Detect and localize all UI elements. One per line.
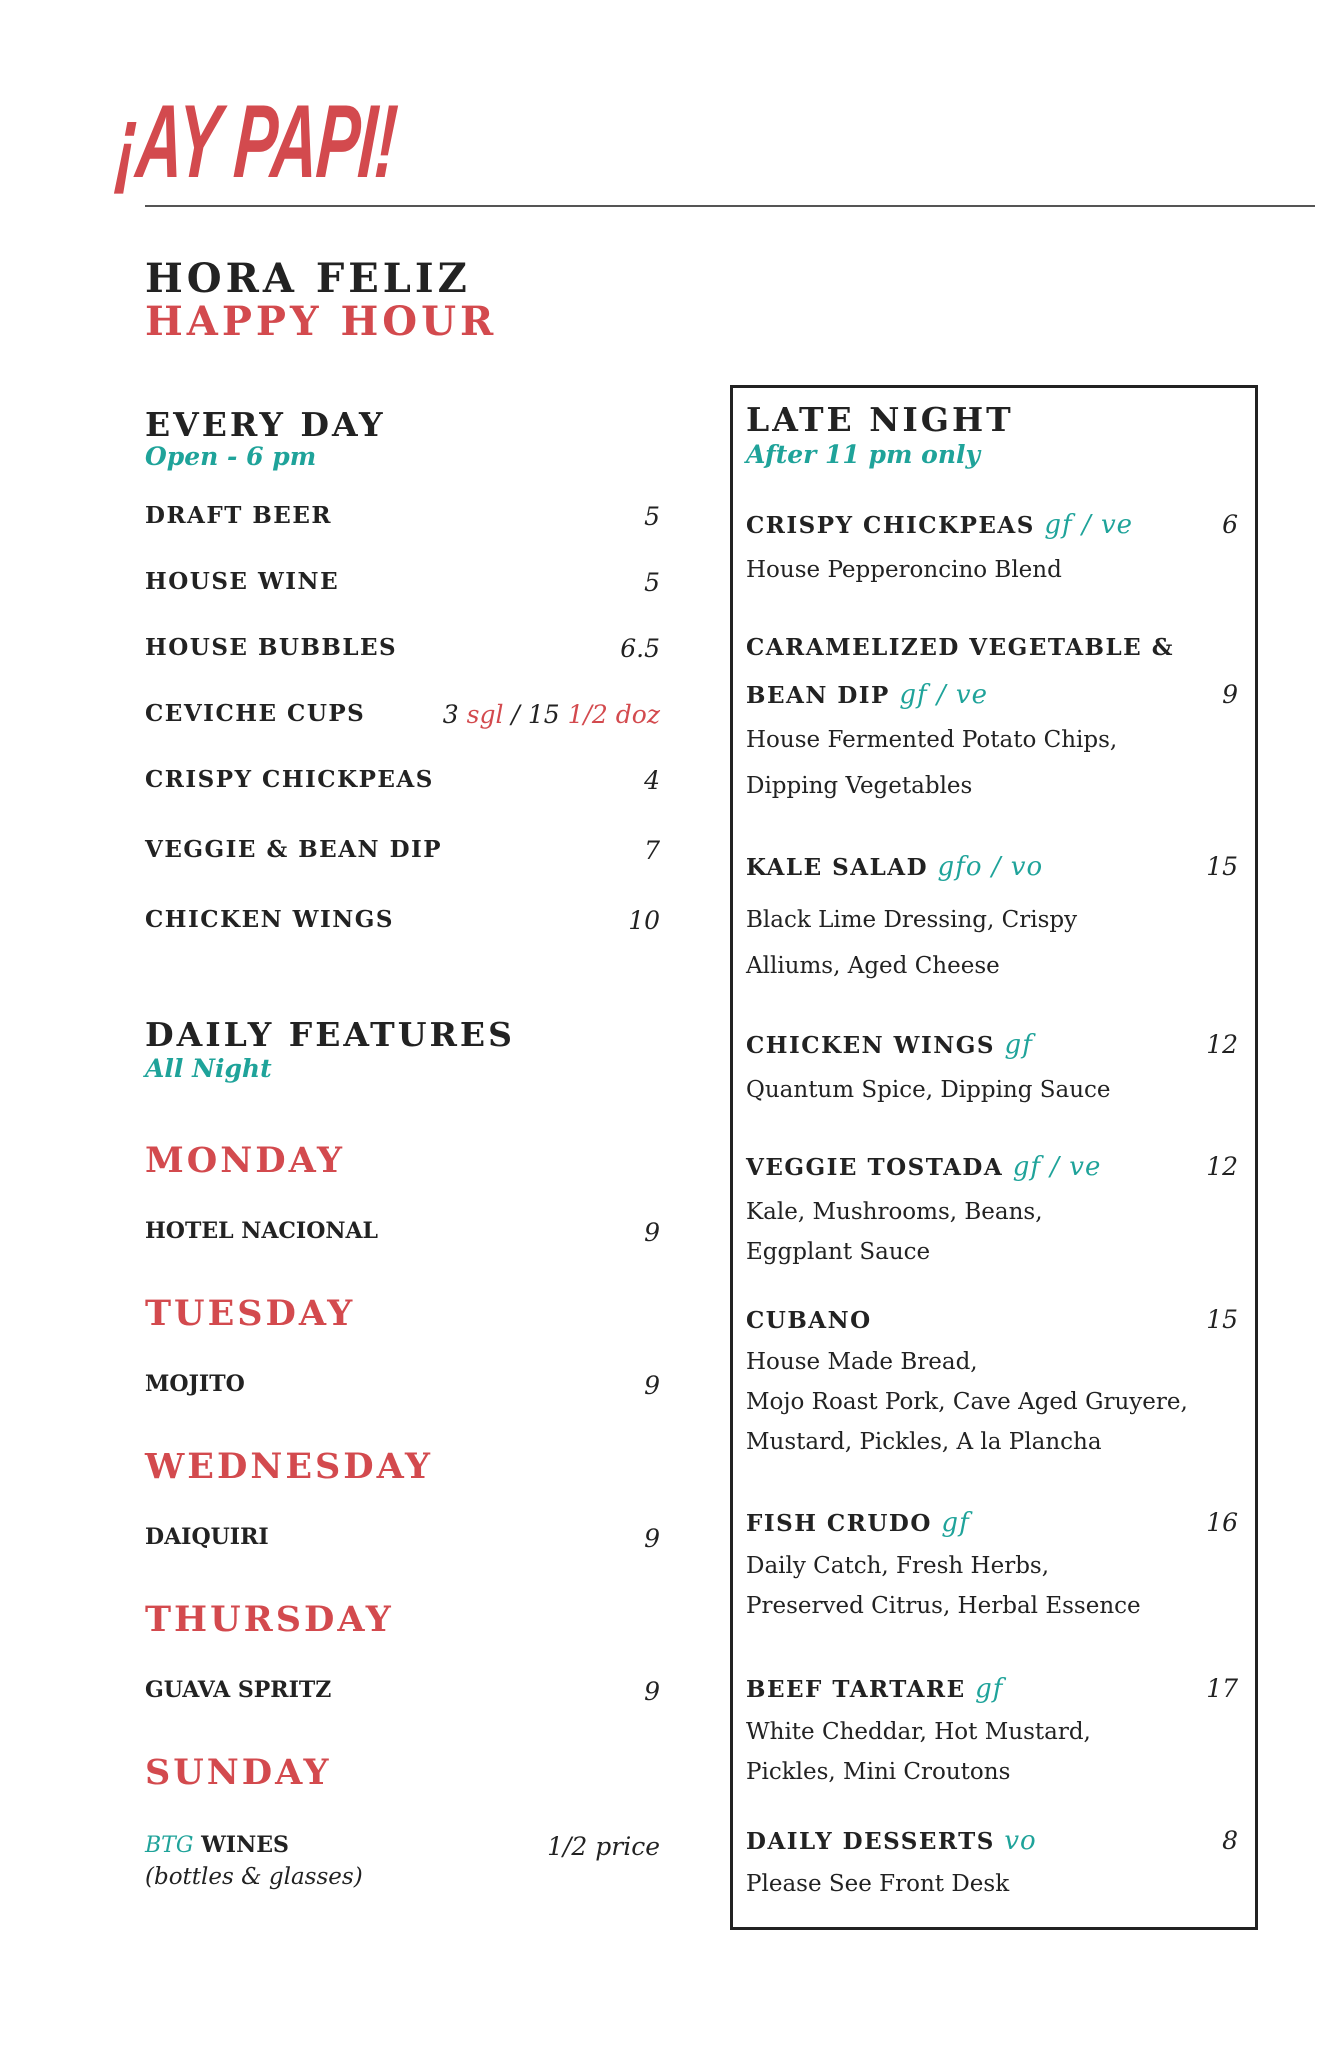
late-item-desc: House Fermented Potato Chips, [746, 727, 1118, 753]
menu-item [145, 502, 660, 529]
every-day-subtitle: Open - 6 pm [145, 442, 317, 471]
late-item-desc: Mojo Roast Pork, Cave Aged Gruyere, [746, 1389, 1188, 1415]
late-night-title: LATE NIGHT [746, 400, 1014, 439]
feature-item [145, 1832, 660, 1861]
daily-features-subtitle: All Night [145, 1054, 272, 1083]
late-item-desc: Please See Front Desk [746, 1871, 1010, 1897]
diet-tag: gfo / vo [937, 852, 1044, 882]
feature-item [145, 1218, 660, 1247]
item-name: CRISPY CHICKPEAS [145, 766, 434, 793]
late-item-name: CHICKEN WINGS [746, 1032, 996, 1059]
day-heading: MONDAY [145, 1140, 345, 1181]
menu-item [145, 634, 660, 661]
diet-tag: vo [1004, 1826, 1037, 1856]
day-heading: THURSDAY [145, 1599, 394, 1640]
feature-item [145, 1677, 660, 1706]
late-item-title [746, 1826, 1246, 1856]
item-name: DRAFT BEER [145, 502, 332, 529]
item-price: 10 [628, 906, 660, 935]
late-item-desc: White Cheddar, Hot Mustard, [746, 1719, 1091, 1745]
item-name: HOUSE WINE [145, 568, 340, 595]
late-item-title [746, 1030, 1246, 1060]
late-item-price: 8 [1222, 1826, 1238, 1855]
late-item-price: 12 [1206, 1152, 1238, 1181]
late-item-price: 6 [1222, 510, 1238, 539]
title-spanish: HORA FELIZ [145, 255, 471, 302]
late-item-desc: House Made Bread, [746, 1349, 978, 1375]
feature-prefix: BTG [145, 1833, 194, 1858]
late-item-price: 12 [1206, 1030, 1238, 1059]
item-name: VEGGIE & BEAN DIP [145, 836, 443, 863]
brand-logo: ¡AY PAPI! [112, 84, 400, 200]
item-price: 5 [644, 502, 660, 531]
late-item-name: BEEF TARTARE [746, 1676, 966, 1703]
late-item-desc: Daily Catch, Fresh Herbs, [746, 1553, 1050, 1579]
item-price: 7 [644, 836, 660, 865]
late-item-desc: Quantum Spice, Dipping Sauce [746, 1077, 1111, 1103]
feature-name: GUAVA SPRITZ [145, 1677, 332, 1703]
late-item-title [746, 852, 1246, 882]
late-item-title [746, 1152, 1246, 1182]
late-item-title [746, 510, 1246, 540]
diet-tag: gf / ve [899, 680, 989, 710]
diet-tag: gf / ve [1012, 1152, 1102, 1182]
unit-single: sgl [466, 700, 504, 729]
late-item-name-line: CARAMELIZED VEGETABLE & [746, 634, 1174, 661]
item-price: 4 [644, 766, 660, 795]
late-item-name: FISH CRUDO [746, 1510, 932, 1537]
late-item-desc: Preserved Citrus, Herbal Essence [746, 1593, 1141, 1619]
late-item-name: CUBANO [746, 1307, 872, 1334]
late-item-price: 15 [1206, 1305, 1238, 1334]
item-price: 6.5 [620, 634, 660, 663]
late-item-name: DAILY DESSERTS [746, 1828, 995, 1855]
late-item-desc: Black Lime Dressing, Crispy [746, 907, 1078, 933]
late-item-title [746, 1305, 1246, 1335]
late-item-price: 17 [1206, 1674, 1238, 1703]
late-item-price: 16 [1206, 1508, 1238, 1537]
late-item-price: 9 [1222, 680, 1238, 709]
diet-tag: gf [1004, 1030, 1033, 1060]
item-name: HOUSE BUBBLES [145, 634, 398, 661]
feature-price: 9 [644, 1371, 660, 1400]
late-item-desc: Alliums, Aged Cheese [746, 953, 1000, 979]
menu-item [145, 836, 660, 863]
late-item-desc: Dipping Vegetables [746, 773, 973, 799]
diet-tag: gf [941, 1508, 970, 1538]
item-name: CEVICHE CUPS [145, 700, 366, 727]
day-heading: TUESDAY [145, 1293, 356, 1334]
feature-name: MOJITO [145, 1371, 245, 1397]
menu-item [145, 568, 660, 595]
feature-price: 1/2 price [547, 1832, 660, 1861]
item-name: CHICKEN WINGS [145, 906, 395, 933]
feature-item [145, 1524, 660, 1553]
feature-note: (bottles & glasses) [145, 1864, 363, 1890]
diet-tag: gf / ve [1044, 510, 1134, 540]
day-heading: WEDNESDAY [145, 1446, 434, 1487]
late-item-desc: Mustard, Pickles, A la Plancha [746, 1429, 1102, 1455]
menu-item [145, 906, 660, 933]
diet-tag: gf [975, 1674, 1004, 1704]
feature-price: 9 [644, 1677, 660, 1706]
feature-name: HOTEL NACIONAL [145, 1218, 379, 1244]
late-item-name: BEAN DIP [746, 682, 890, 709]
price-dozen: 15 [527, 700, 560, 729]
price-separator: / [511, 700, 520, 729]
late-night-subtitle: After 11 pm only [746, 440, 981, 469]
feature-price: 9 [644, 1218, 660, 1247]
title-english: HAPPY HOUR [145, 298, 498, 345]
late-item-name: VEGGIE TOSTADA [746, 1154, 1004, 1181]
late-item-desc: Pickles, Mini Croutons [746, 1759, 1011, 1785]
daily-features-title: DAILY FEATURES [145, 1015, 515, 1054]
menu-item [145, 700, 660, 727]
late-item-price: 15 [1206, 852, 1238, 881]
feature-name: WINES [201, 1832, 289, 1858]
late-item-title [746, 1508, 1246, 1538]
every-day-title: EVERY DAY [145, 405, 386, 444]
late-item-desc: Kale, Mushrooms, Beans, [746, 1199, 1043, 1225]
late-item-title [746, 680, 1246, 710]
late-item-desc: House Pepperoncino Blend [746, 557, 1062, 583]
item-price: 5 [644, 568, 660, 597]
day-heading: SUNDAY [145, 1752, 332, 1793]
unit-dozen: 1/2 doz [567, 700, 660, 729]
late-item-name: CRISPY CHICKPEAS [746, 512, 1035, 539]
late-item-title [746, 1674, 1246, 1704]
price-single: 3 [442, 700, 459, 729]
late-item-desc: Eggplant Sauce [746, 1239, 931, 1265]
feature-price: 9 [644, 1524, 660, 1553]
late-item-name: KALE SALAD [746, 854, 929, 881]
feature-name: DAIQUIRI [145, 1524, 269, 1550]
logo-divider [145, 205, 1315, 207]
feature-item [145, 1371, 660, 1400]
menu-item [145, 766, 660, 793]
item-price-split [443, 700, 660, 729]
